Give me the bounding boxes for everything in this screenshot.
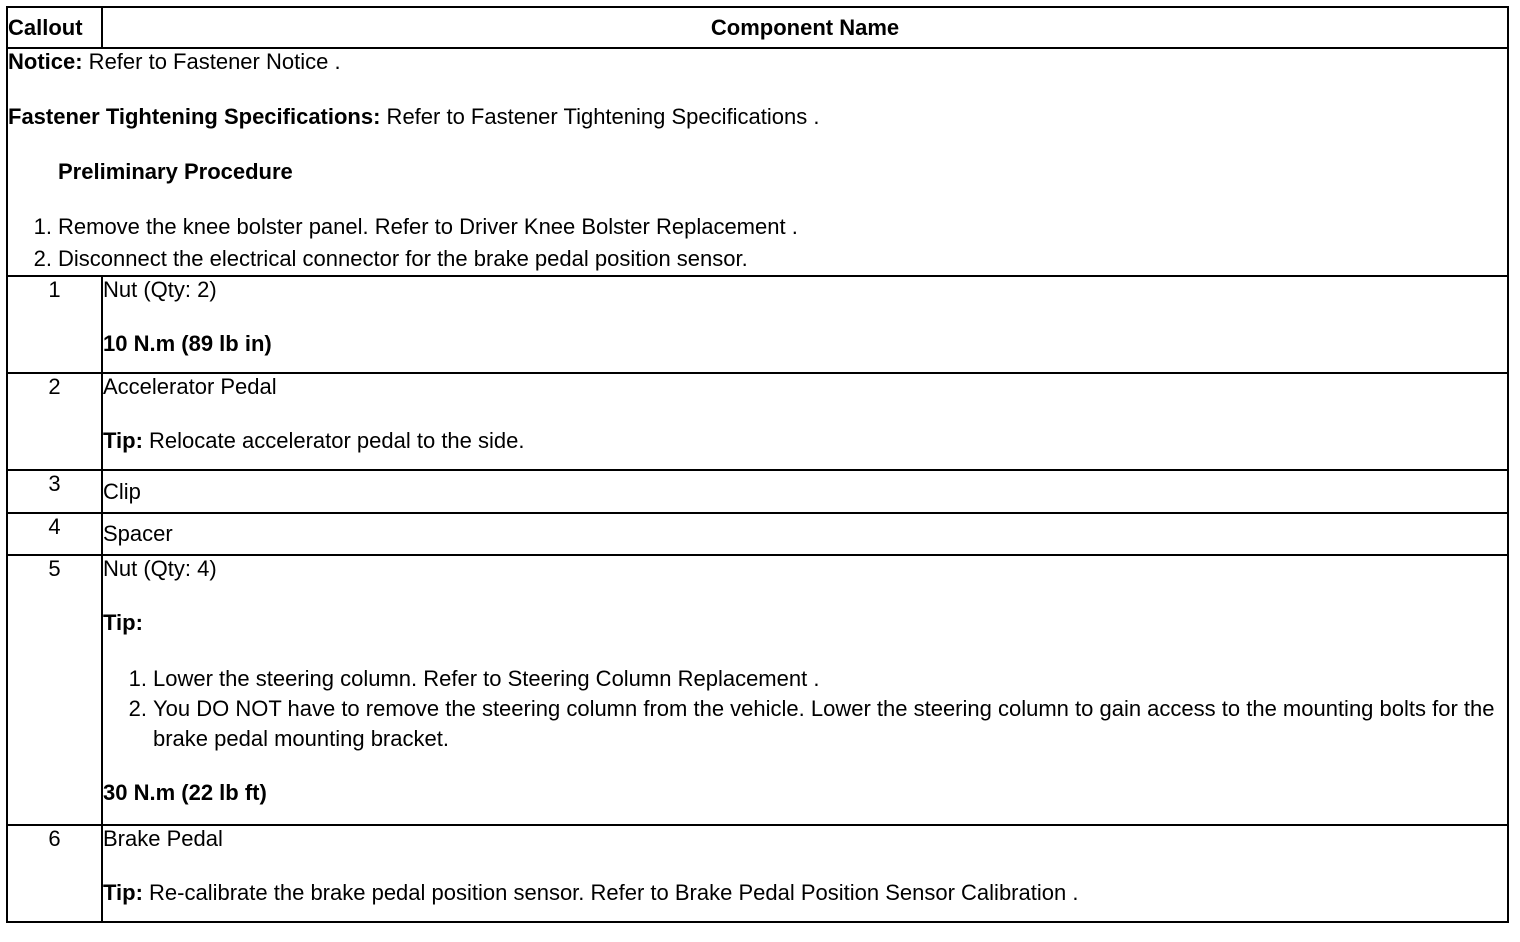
list-item: 2. Disconnect the electrical connector for the brake pedal position sensor. [33,246,748,271]
notice-line [8,49,1507,75]
component-cell [102,555,1508,825]
component-table [6,6,1509,923]
preliminary-steps [8,211,1507,275]
component-name: Spacer [102,513,1508,555]
callout-number: 6 [7,825,102,922]
fastener-spec-text: Refer to Fastener Tightening Specifications . [380,104,820,129]
header-row [7,7,1508,48]
component-name: Accelerator Pedal [103,374,277,399]
callout-header: Callout [7,7,102,48]
component-name-header: Component Name [102,7,1508,48]
table-row [7,276,1508,373]
torque-spec: 10 N.m (89 lb in) [103,331,272,356]
callout-number: 2 [7,373,102,470]
component-cell [102,373,1508,470]
table-row [7,470,1508,513]
tip-label: Tip: [103,610,143,635]
preamble-row [7,48,1508,276]
component-name: Clip [102,470,1508,513]
component-name: Brake Pedal [103,826,223,851]
callout-number: 1 [7,276,102,373]
tip-line [103,428,1507,454]
callout-number: 5 [7,555,102,825]
tip-line [103,880,1507,906]
fastener-spec-label: Fastener Tightening Specifications: [8,104,381,129]
list-item: 1. Remove the knee bolster panel. Refer to Driver Knee Bolster Replacement . [33,214,798,239]
table-row [7,513,1508,555]
fastener-spec-line [8,104,1507,130]
notice-text: Refer to Fastener Notice . [82,49,341,74]
list-item: 1. Lower the steering column. Refer to Steering Column Replacement . [128,666,820,691]
table-row [7,373,1508,470]
torque-spec: 30 N.m (22 lb ft) [103,780,267,805]
table-row [7,555,1508,825]
procedure-title: Preliminary Procedure [58,159,293,184]
component-name: Nut (Qty: 2) [103,277,217,302]
tip-steps [103,664,1507,754]
tip-label: Tip: [103,880,143,905]
tip-text: Re-calibrate the brake pedal position sensor. Refer to Brake Pedal Position Sensor Calibration . [142,880,1079,905]
component-cell [102,276,1508,373]
callout-number: 3 [7,470,102,513]
table-row [7,825,1508,922]
tip-label: Tip: [103,428,143,453]
component-cell [102,825,1508,922]
notice-label: Notice: [8,49,83,74]
list-item: 2. You DO NOT have to remove the steering column from the vehicle. Lower the steering column to gain access to the mounting bolts for the brake pedal mounting bracket. [128,696,1495,751]
tip-text: Relocate accelerator pedal to the side. [142,428,525,453]
preamble-cell [7,48,1508,276]
component-name: Nut (Qty: 4) [103,556,217,581]
callout-number: 4 [7,513,102,555]
